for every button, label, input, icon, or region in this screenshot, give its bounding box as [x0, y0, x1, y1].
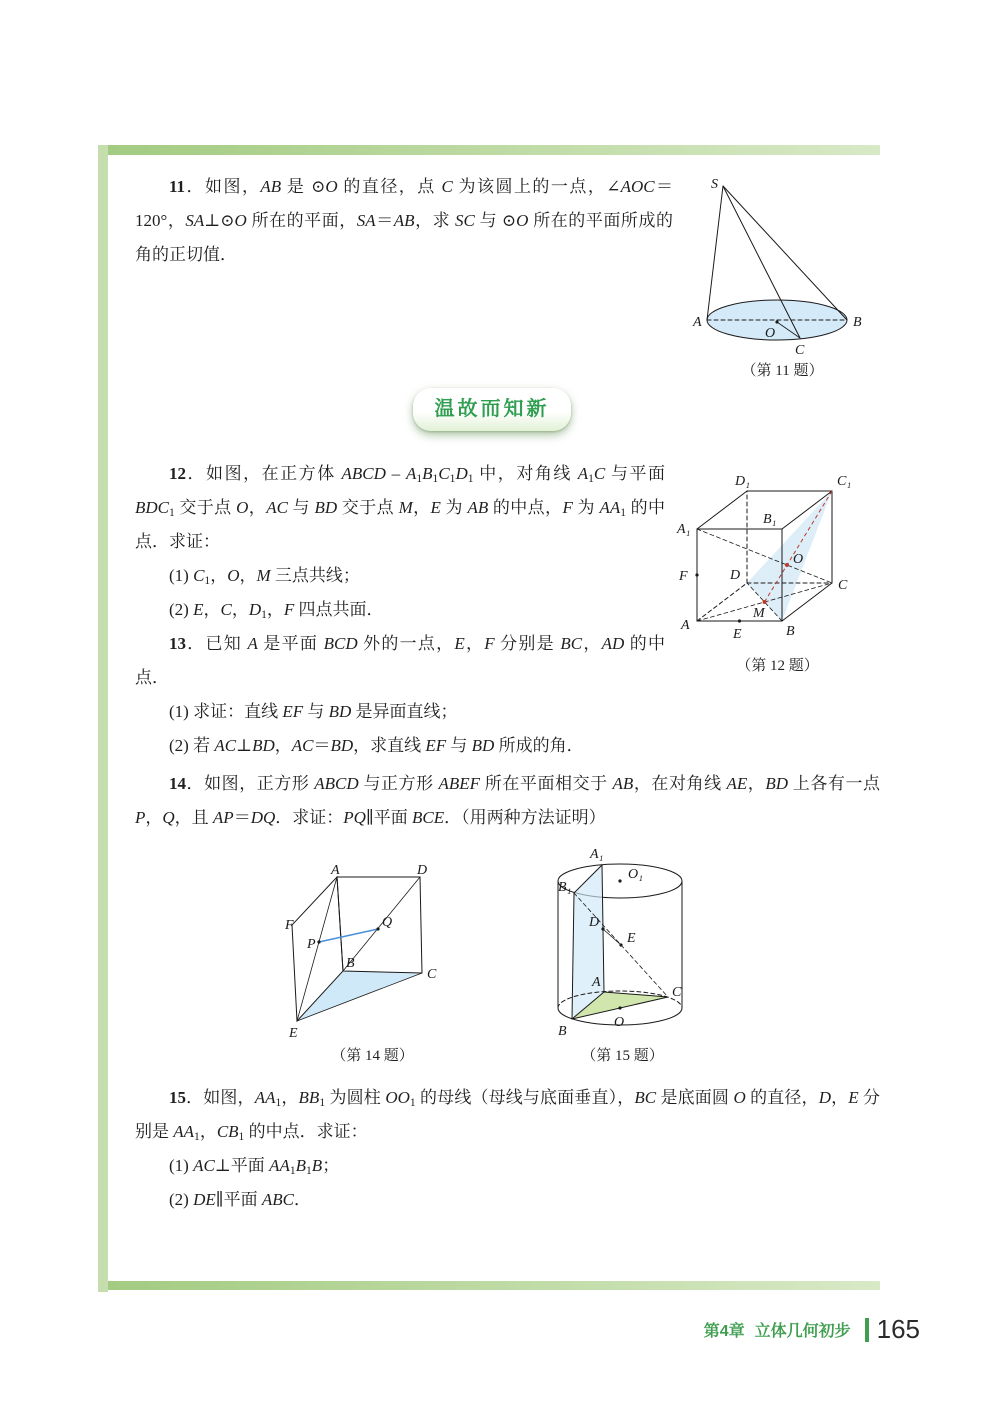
bottom-rule-bar	[108, 1281, 880, 1290]
figure-14-drawing	[285, 865, 460, 1043]
figure-15	[540, 843, 705, 1069]
fig15-label-C: C	[672, 985, 682, 1000]
review-banner	[413, 388, 571, 431]
figure-12	[675, 471, 880, 679]
problem-12-item-1: (1) $C_1$，O，M 三点共线；	[169, 566, 360, 587]
fig12-label-M: M	[753, 606, 765, 621]
fig12-label-O: O	[793, 552, 804, 567]
fig15-label-B: B	[558, 1024, 567, 1039]
fig15-label-E: E	[627, 931, 636, 946]
footer-section: 立体几何初步	[754, 1323, 851, 1340]
fig12-label-F: F	[679, 569, 688, 584]
fig11-label-B: B	[853, 315, 862, 330]
fig15-label-A1: A₁	[590, 847, 604, 862]
problem-15-text: 15．如图，$AA_1$，$BB_1$ 为圆柱 $OO_1$ 的母线（母线与底面垂直），BC 是底面圆 O 的直径，D，E 分别是 $AA_1$，$CB_1$ 的中点．求证：	[135, 1088, 881, 1143]
fig12-label-B1: B₁	[763, 512, 777, 527]
problem-13-item-2: (2) 若 AC⊥BD，AC＝BD，求直线 EF 与 BD 所成的角．	[169, 736, 584, 755]
top-rule-bar	[108, 145, 880, 155]
fig14-label-A: A	[331, 865, 340, 878]
fig14-label-P: P	[307, 937, 316, 952]
fig15-label-B1: B₁	[558, 880, 572, 895]
cube-shape	[695, 491, 832, 623]
figure-12-drawing	[675, 471, 880, 653]
fig12-label-D: D	[730, 568, 741, 583]
fig14-label-D: D	[417, 865, 428, 878]
fig14-label-E: E	[289, 1026, 298, 1041]
problem-12-text: 12．如图，在正方体 ABCD – $A_1B_1C_1D_1$ 中，对角线 $A_1C$ 与平面 $BDC_1$ 交于点 O，AC 与 BD 交于点 M，E 为 AB 的中点，F 为 $AA_1$ 的中点．求证：	[135, 464, 666, 551]
problem-11-text: 11．如图，AB 是 ⊙O 的直径，点 C 为该圆上的一点，∠AOC＝120°，SA⊥⊙O 所在的平面，SA＝AB，求 SC 与 ⊙O 所在的平面所成的角的正切值．	[135, 177, 674, 264]
footer-page-number: 165	[876, 1314, 920, 1344]
figure-11-drawing	[685, 172, 880, 358]
cylinder-shape	[558, 864, 682, 1025]
left-margin-bar	[98, 145, 108, 1292]
figure-15-drawing	[540, 843, 705, 1043]
cone-shape	[707, 186, 847, 340]
fig12-label-B: B	[786, 624, 795, 639]
problem-15-item-2: (2) DE∥平面 ABC．	[169, 1190, 311, 1209]
fig12-label-E: E	[733, 627, 742, 642]
fig14-label-C: C	[427, 967, 437, 982]
figures-row	[285, 843, 880, 1069]
fig11-label-O: O	[765, 326, 776, 341]
fig14-label-F: F	[285, 918, 294, 933]
fig12-label-C: C	[838, 578, 848, 593]
figure-12-caption: （第 12 题）	[736, 658, 819, 674]
page-footer	[704, 1314, 920, 1345]
fig11-label-A: A	[693, 315, 702, 330]
footer-chapter: 第4章	[703, 1323, 745, 1340]
problem-13-item-1: (1) 求证：直线 EF 与 BD 是异面直线；	[169, 702, 458, 721]
fig15-label-A: A	[592, 975, 601, 990]
fig15-label-D: D	[589, 915, 600, 930]
figure-11	[685, 172, 880, 384]
fig12-label-A1: A₁	[677, 522, 691, 537]
fig12-label-D1: D₁	[735, 474, 750, 489]
fig12-label-C1: C₁	[837, 474, 852, 489]
figure-14	[285, 865, 460, 1069]
problem-12-item-2: (2) E，C，$D_1$，F 四点共面．	[169, 600, 384, 621]
problem-14-text: 14．如图，正方形 ABCD 与正方形 ABEF 所在平面相交于 AB，在对角线 AE，BD 上各有一点 P，Q，且 AP＝DQ．求证：PQ∥平面 BCE．（用两种方法证明）	[135, 774, 881, 827]
fig11-label-S: S	[711, 177, 718, 192]
problem-13-text: 13．已知 A 是平面 BCD 外的一点，E，F 分别是 BC，AD 的中点．	[135, 634, 666, 687]
fig14-label-Q: Q	[382, 915, 393, 930]
fig12-label-A: A	[681, 618, 690, 633]
fig15-label-O: O	[614, 1015, 625, 1030]
footer-divider	[865, 1318, 869, 1342]
review-banner-text: 温故而知新	[434, 398, 550, 420]
fig11-label-C: C	[795, 343, 805, 358]
figure-14-caption: （第 14 题）	[331, 1048, 414, 1064]
fig15-label-O1: O₁	[628, 867, 643, 882]
figure-15-caption: （第 15 题）	[581, 1048, 664, 1064]
page-content	[135, 170, 880, 1217]
fig14-label-B: B	[346, 956, 355, 971]
problem-15-item-1: (1) AC⊥平面 $AA_1B_1B$；	[169, 1156, 340, 1177]
figure-11-caption: （第 11 题）	[741, 363, 824, 379]
